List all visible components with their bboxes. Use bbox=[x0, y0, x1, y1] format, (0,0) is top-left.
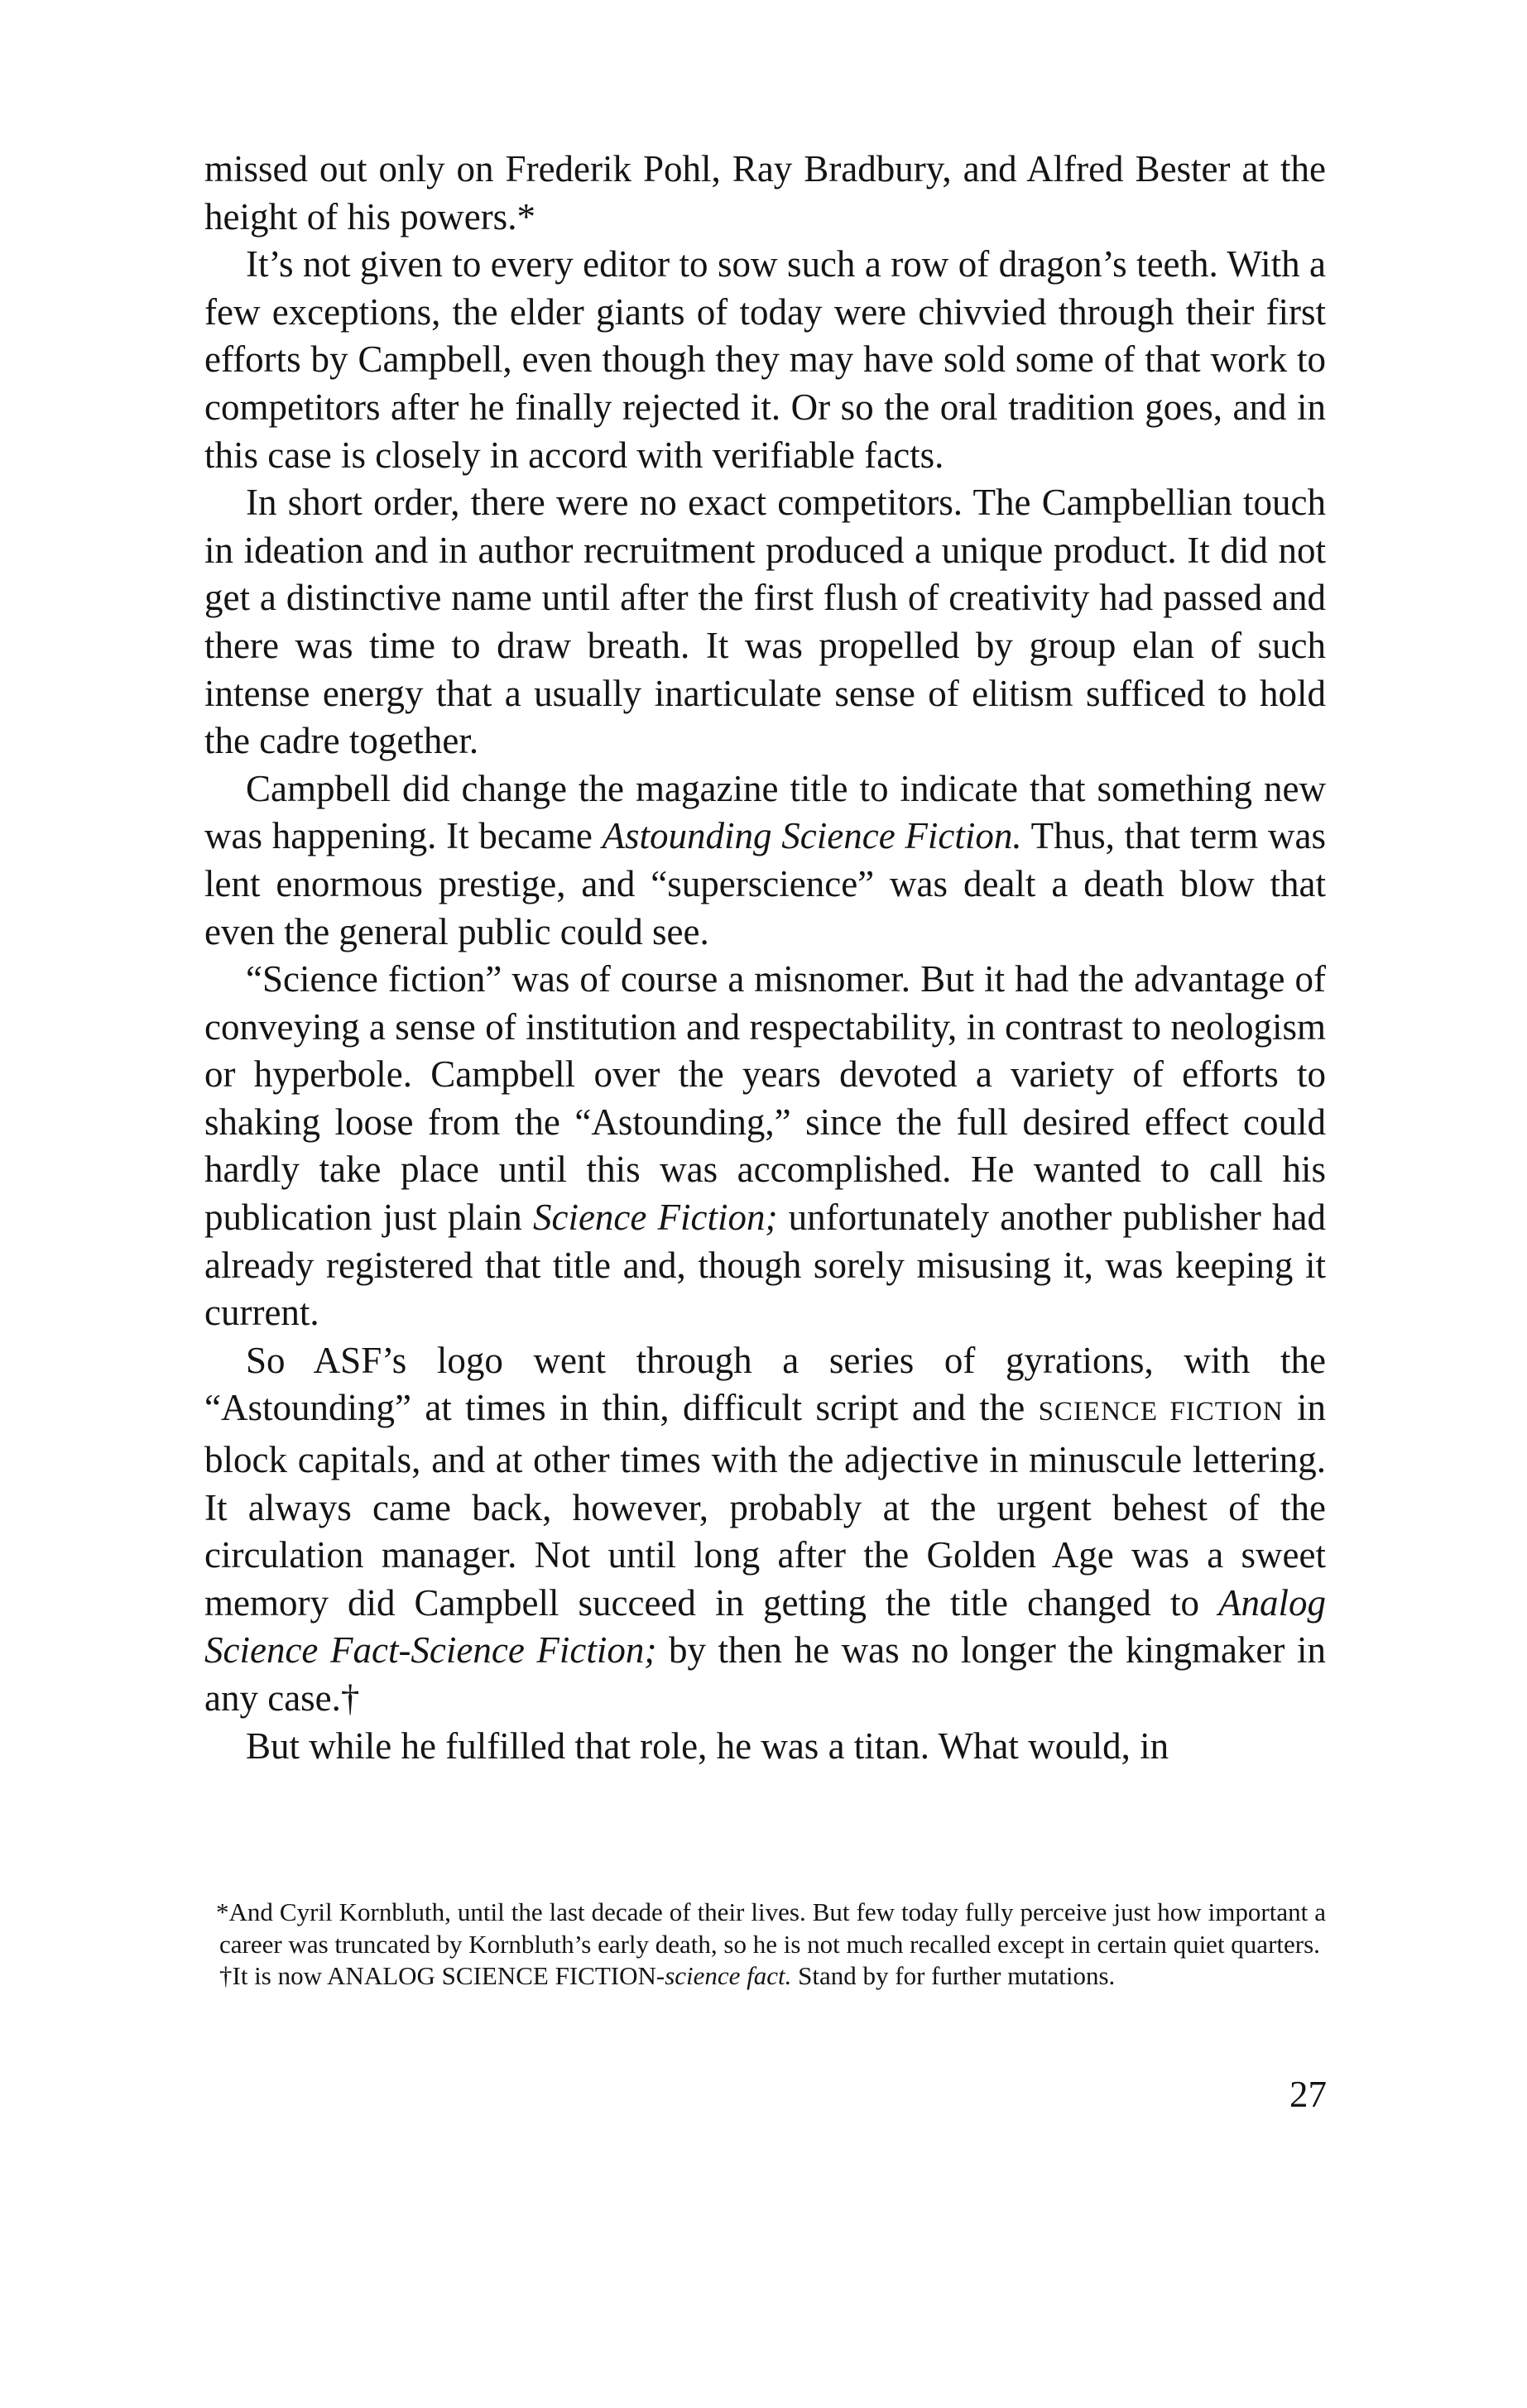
paragraph-4 bbox=[204, 765, 1326, 956]
paragraph-1: missed out only on Frederik Pohl, Ray Bradbury, and Alfred Bester at the height of his powers.* bbox=[204, 148, 1326, 237]
footnote-2 bbox=[219, 1960, 1326, 1993]
paragraph-5-text-a: “Science fiction” was of course a misnomer. But it had the advantage of conveying a sense of institution and respectability, in contrast to neologism or hyperbole. Campbell over the years devoted a variety of efforts to shaking loose from the “Astounding,” since the full desired effect could hardly take place until this was accomplished. He wanted to call his publication just plain bbox=[204, 958, 1326, 1239]
paragraph-4-text-a: Campbell did change the magazine title to indicate that something new was happening. It became bbox=[204, 767, 1326, 857]
page-number: 27 bbox=[1289, 2074, 1327, 2115]
paragraph-6-text-a: So ASF’s logo went through a series of gyrations, with the “Astounding” at times in thin, difficult script and the bbox=[204, 1339, 1326, 1429]
footnote-1: *And Cyril Kornbluth, until the last decade of their lives. But few today fully perceive just how important a career was truncated by Kornbluth’s early death, so he is not much recalled except in certain quiet quarters. bbox=[216, 1897, 1326, 1959]
footnotes bbox=[216, 1897, 1326, 1993]
paragraph-6-text-c: by then he was no longer the kingmaker in any case.† bbox=[204, 1629, 1326, 1719]
paragraph-3: In short order, there were no exact competitors. The Campbellian touch in ideation and in author recruitment produced a unique product. It did not get a distinctive name until after the first flush of creativity had passed and there was time to draw breath. It was propelled by group elan of such intense energy that a usually inarticulate sense of elitism sufficed to hold the cadre together. bbox=[204, 482, 1326, 762]
body-text bbox=[204, 146, 1326, 1770]
footnote-2-text-b: Stand by for further mutations. bbox=[791, 1961, 1116, 1990]
paragraph-7: But while he fulfilled that role, he was a titan. What would, in bbox=[246, 1724, 1169, 1767]
paragraph-6 bbox=[204, 1337, 1326, 1723]
footnote-2-text-a: †It is now ANALOG SCIENCE FICTION- bbox=[219, 1961, 665, 1990]
magazine-title-analog: Analog Science Fact-Science Fiction; bbox=[204, 1581, 1326, 1672]
paragraph-4-text-b: Thus, that term was lent enormous prestige, and “superscience” was dealt a death blow that even the general public could see. bbox=[204, 815, 1326, 952]
smallcaps-science-fiction: SCIENCE FICTION bbox=[1038, 1397, 1284, 1427]
magazine-title-astounding: Astounding Science Fiction. bbox=[602, 815, 1022, 857]
paragraph-2: It’s not given to every editor to sow such a row of dragon’s teeth. With a few exceptions, the elder giants of today were chivvied through their first efforts by Campbell, even though they may have sold some of that work to competitors after he finally rejected it. Or so the oral tradition goes, and in this case is closely in accord with verifiable facts. bbox=[204, 243, 1326, 476]
paragraph-5-text-b: unfortunately another publisher had already registered that title and, though sorely misusing it, was keeping it current. bbox=[204, 1197, 1326, 1334]
footnote-2-italic: science fact. bbox=[665, 1961, 792, 1990]
paragraph-6-text-b: in block capitals, and at other times with the adjective in minuscule lettering. It always came back, however, probably at the urgent behest of the circulation manager. Not until long after the Golden Age was a sweet memory did Campbell succeed in getting the title changed to bbox=[204, 1387, 1326, 1624]
paragraph-5 bbox=[204, 956, 1326, 1337]
magazine-title-science-fiction: Science Fiction; bbox=[532, 1197, 778, 1239]
